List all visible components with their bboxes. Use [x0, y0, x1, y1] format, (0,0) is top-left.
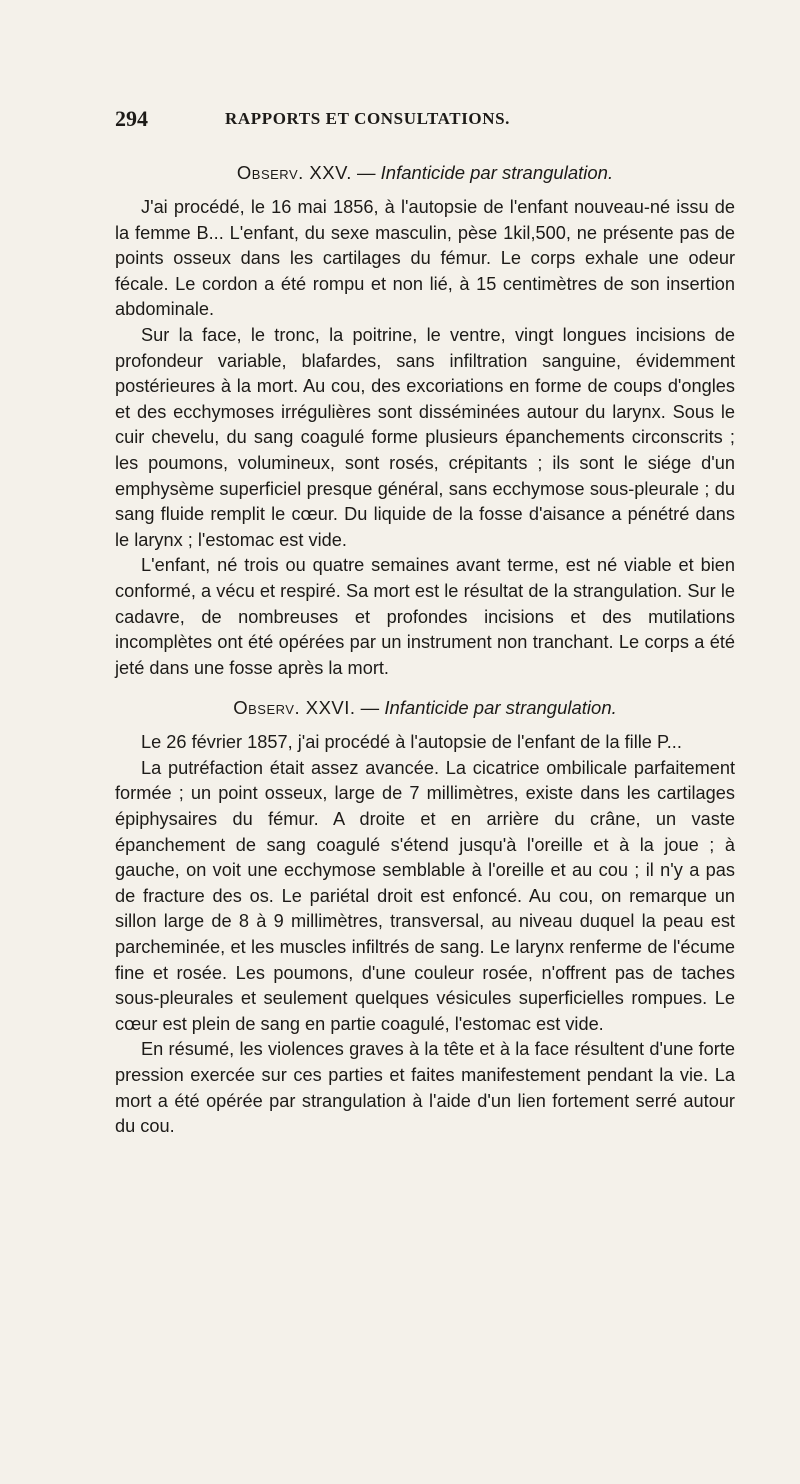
heading-dash: —: [355, 697, 385, 719]
observation-label: Observ. XXV.: [236, 162, 352, 183]
paragraph: Sur la face, le tronc, la poitrine, le ventre, vingt longues incisions de profondeur variable, blafardes, sans infiltration sanguine, évidemment postérieures à la mort. Au cou, des excoriations en forme de coups d'ongles et des ecchymoses irrégulières sont disséminées autour du larynx. Sous le cuir chevelu, du sang coagulé forme plusieurs épanchements circonscrits ; les poumons, volumineux, sont rosés, crépitants ; ils sont le siége d'un emphysème superficiel presque général, sans ecchymose sous-pleurale ; du sang fluide remplit le cœur. Du liquide de la fosse d'aisance a pénétré dans le larynx ; l'estomac est vide.: [115, 324, 735, 550]
main-text: [115, 160, 735, 1140]
page-number: 294: [115, 106, 148, 131]
paragraph: Le 26 février 1857, j'ai procédé à l'autopsie de l'enfant de la fille P...: [141, 732, 682, 753]
heading-dash: —: [351, 162, 381, 183]
paragraph: La putréfaction était assez avancée. La cicatrice ombilicale parfaitement formée ; un point osseux, large de 7 millimètres, existe dans les cartilages épiphysaires du fémur. A droite et en arrière du crâne, un vaste épanchement de sang coagulé s'étend jusqu'à l'oreille et à la joue ; à gauche, on voit une ecchymose semblable à l'oreille et au cou ; il n'y a pas de fracture des os. Le pariétal droit est enfoncé. Au cou, on remarque un sillon large de 8 à 9 millimètres, transversal, au niveau duquel la peau est parcheminée, et les muscles infiltrés de sang. Le larynx renferme de l'écume fine et rosée. Les poumons, d'une couleur rosée, n'offrent pas de taches sous-pleurales et seulement quelques vésicules superficielles rompues. Le cœur est plein de sang en partie coagulé, l'estomac est vide.: [115, 757, 735, 1034]
paragraph: En résumé, les violences graves à la tête et à la face résultent d'une forte pression exercée sur ces parties et faites manifestement pendant la vie. La mort a été opérée par strangulation à l'aide d'un lien fortement serré autour du cou.: [115, 1039, 735, 1137]
observation-heading-xxv: [115, 160, 735, 186]
observation-title: Infanticide par strangulation.: [380, 162, 614, 183]
observation-heading-xxvi: [115, 695, 735, 721]
paragraph: J'ai procédé, le 16 mai 1856, à l'autopsie de l'enfant nouveau-né issu de la femme B... L'enfant, du sexe masculin, pèse 1kil,500, ne présente pas de points osseux dans les cartilages du fémur. Le corps exhale une odeur fécale. Le cordon a été rompu et non lié, à 15 centimètres de son insertion abdominale.: [115, 197, 735, 320]
running-title: RAPPORTS ET CONSULTATIONS.: [225, 109, 511, 128]
observation-label: Observ. XXVI.: [233, 697, 356, 719]
paragraph: L'enfant, né trois ou quatre semaines avant terme, est né viable et bien conformé, a vécu et respiré. Sa mort est le résultat de la strangulation. Sur le cadavre, de nombreuses et profondes incisions et des mutilations incomplètes ont été opérées par un instrument non tranchant. Le corps a été jeté dans une fosse après la mort.: [115, 555, 735, 678]
running-head: [115, 106, 735, 136]
observation-title: Infanticide par strangulation.: [384, 697, 617, 719]
